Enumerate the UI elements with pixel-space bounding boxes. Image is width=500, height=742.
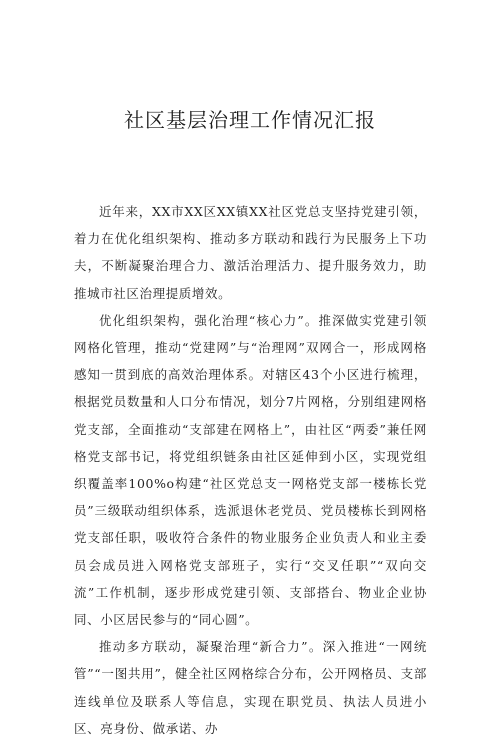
document-title: 社区基层治理工作情况汇报 (124, 108, 376, 132)
paragraph-organization: 优化组织架构，强化治理“核心力”。推深做实党建引领网格化管理，推动“党建网”与“治理网”双网合一，形成网格感知一贯到底的高效治理体系。对辖区43个小区进行梳理，根据党员数量和人口分布情况，划分7片网格，分别组建网格党支部，全面推动“支部建在网格上”，由社区“两委”兼任网格党支部书记，将党组织链条由社区延伸到小区，实现党组织覆盖率100%o构建“社区党总支一网格党支部一楼栋长党员”三级联动组织体系，选派退休老党员、党员楼栋长到网格党支部任职，吸收符合条件的物业服务企业负责人和业主委员会成员进入网格党支部班子，实行“交叉任职”“双向交流”工作机制，逐步形成党建引领、支部搭台、物业企业协同、小区居民参与的“同心圆”。 (74, 312, 427, 628)
document-body (74, 198, 427, 742)
paragraph-intro: 近年来，XX市XX区XX镇XX社区党总支坚持党建引领，着力在优化组织架构、推动多方联动和践行为民服务上下功夫，不断凝聚治理合力、激活治理活力、提升服务效力，助推城市社区治理提质增效。 (74, 204, 427, 301)
paragraph-linkage: 推动多方联动，凝聚治理“新合力”。深入推进“一网统管”“一图共用”，健全社区网格综合分布，公开网格员、支部连线单位及联系人等信息，实现在职党员、执法人员进小区、亮身份、做承诺、办 (74, 639, 427, 736)
